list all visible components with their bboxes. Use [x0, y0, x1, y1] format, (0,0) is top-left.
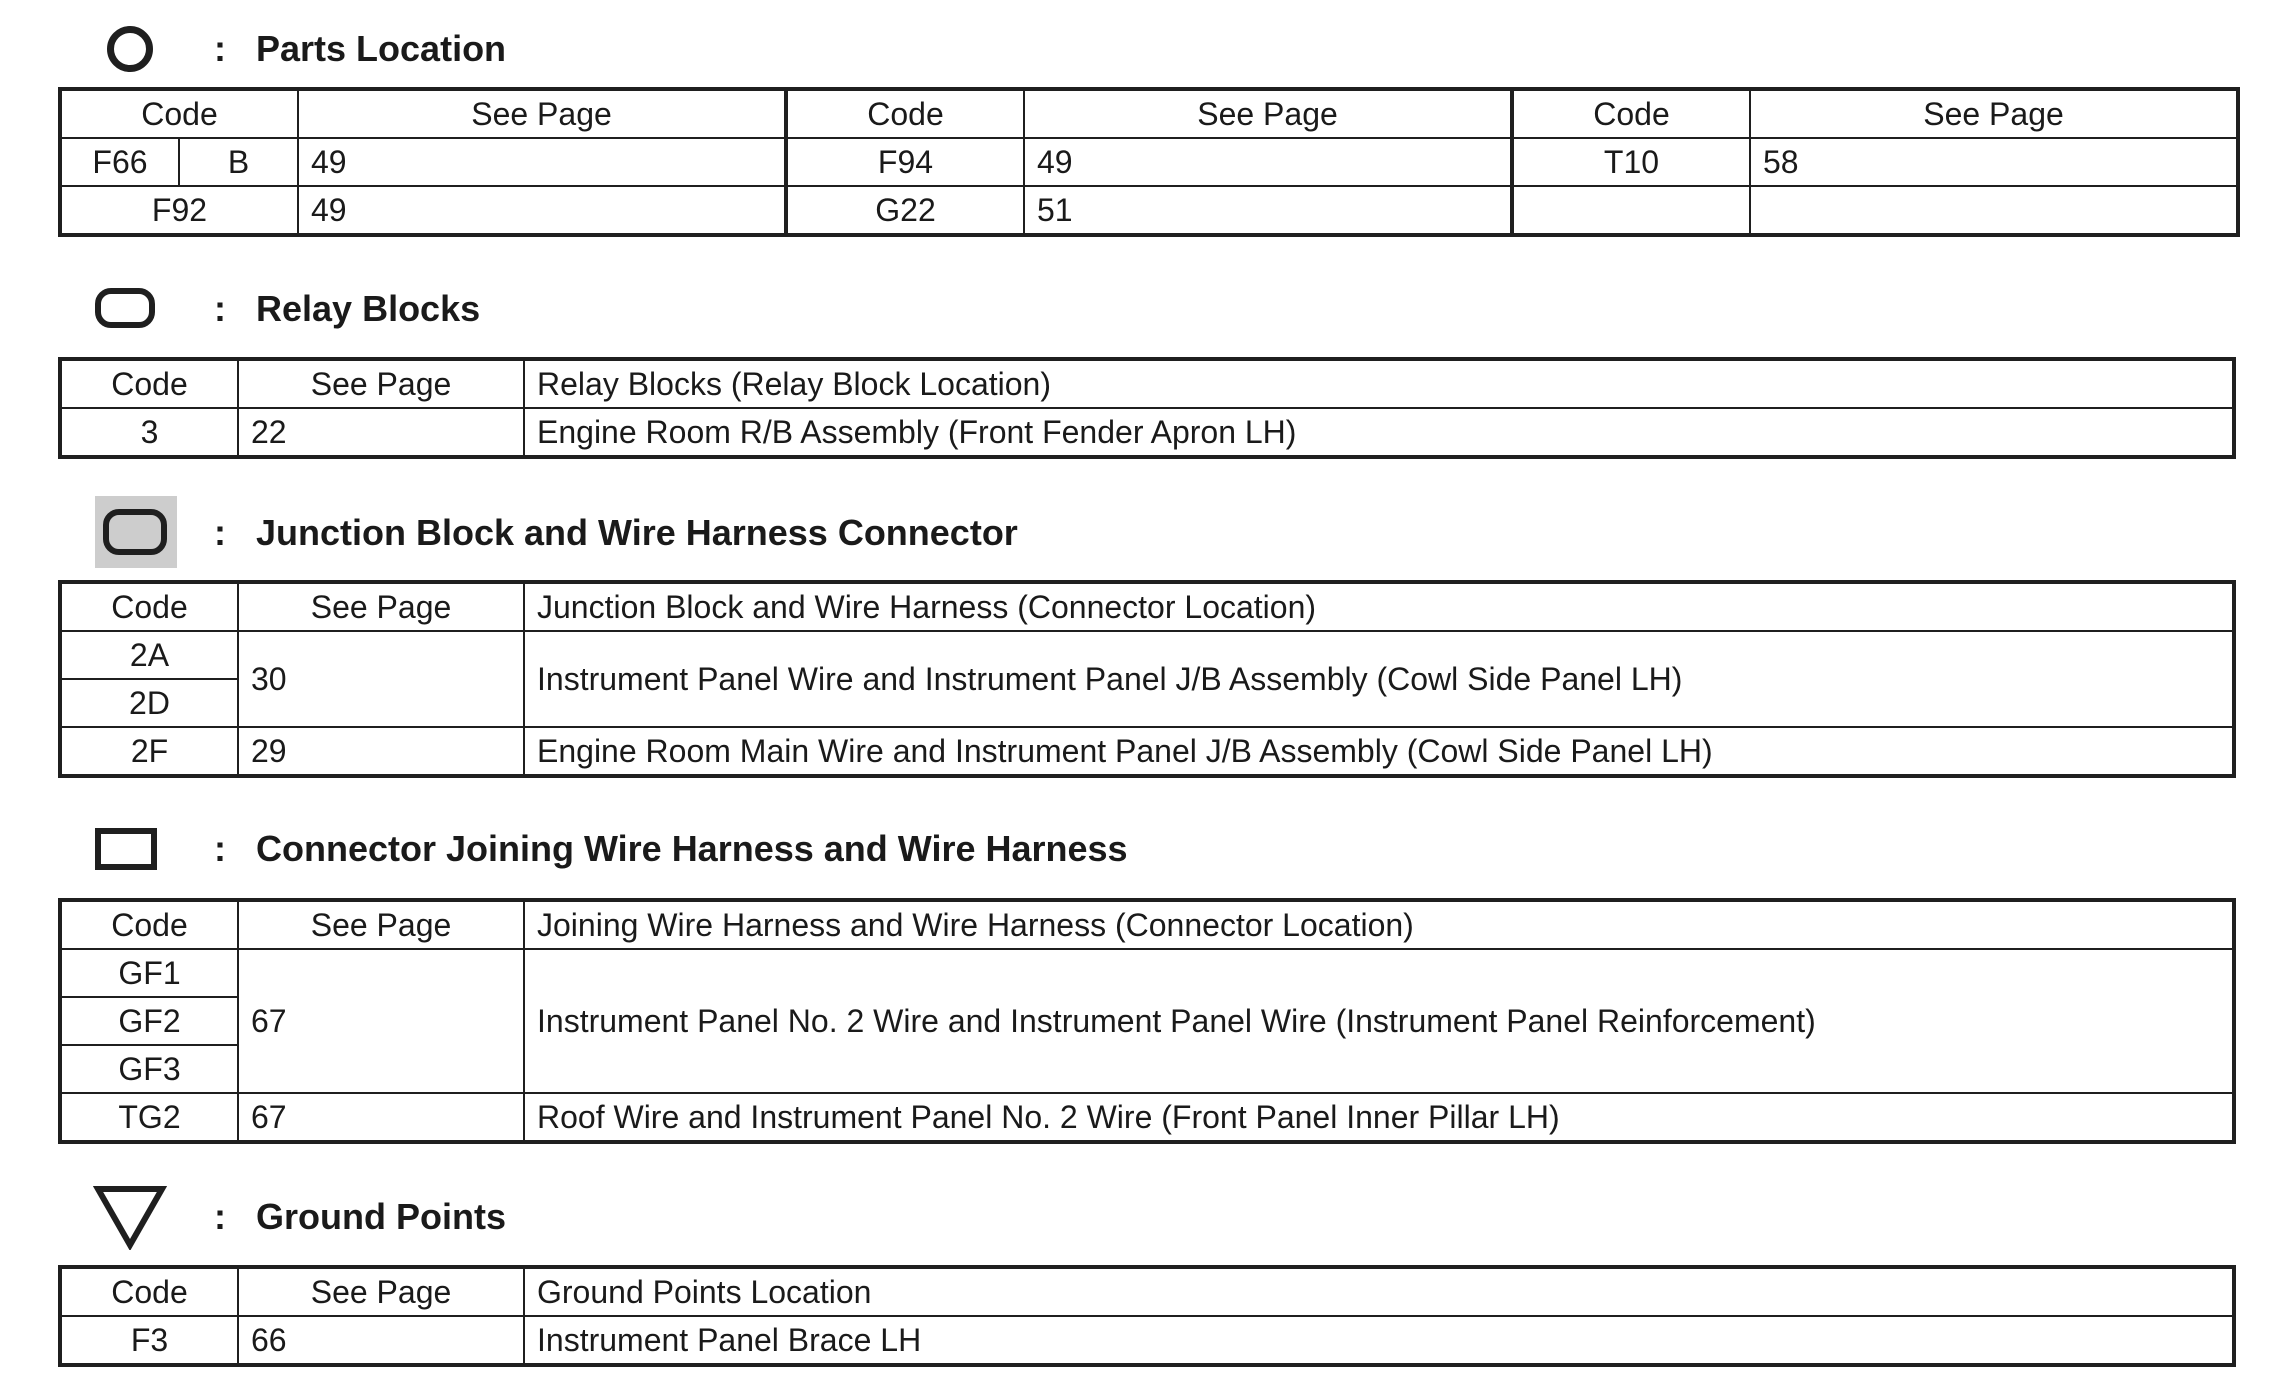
cell-description: Instrument Panel Brace LH [524, 1316, 2234, 1365]
cell-description: Instrument Panel No. 2 Wire and Instrument Panel Wire (Instrument Panel Reinforcement) [524, 949, 2234, 1093]
cell-page: 49 [1024, 138, 1512, 186]
table-header-row [60, 900, 2234, 949]
header-see-page: See Page [298, 89, 786, 138]
section-colon: : [214, 512, 226, 553]
table-row [60, 1093, 2234, 1142]
header-code: Code [60, 359, 238, 408]
cell-code: 3 [60, 408, 238, 457]
cell-code: T10 [1512, 138, 1750, 186]
cell-page: 30 [238, 631, 524, 727]
parts-location-table [58, 87, 2240, 237]
header-see-page: See Page [238, 1267, 524, 1316]
table-row [60, 1316, 2234, 1365]
table-row [60, 949, 2234, 997]
cell-page: 51 [1024, 186, 1512, 235]
cell-page: 66 [238, 1316, 524, 1365]
cell-page: 49 [298, 186, 786, 235]
cell-page: 67 [238, 1093, 524, 1142]
header-code: Code [60, 900, 238, 949]
cell-code: 2A [60, 631, 238, 679]
cell-page: 58 [1750, 138, 2238, 186]
cell-code-sub: B [179, 138, 298, 186]
header-description: Junction Block and Wire Harness (Connector Location) [524, 582, 2234, 631]
header-see-page: See Page [238, 359, 524, 408]
relay-blocks-header [0, 274, 2294, 344]
shaded-rounded-rect-icon [103, 509, 167, 555]
cell-empty [1512, 186, 1750, 235]
header-code: Code [1512, 89, 1750, 138]
header-see-page: See Page [1750, 89, 2238, 138]
parts-location-header [0, 14, 2294, 84]
cell-description: Engine Room Main Wire and Instrument Panel J/B Assembly (Cowl Side Panel LH) [524, 727, 2234, 776]
cell-code: F3 [60, 1316, 238, 1365]
table-row [60, 408, 2234, 457]
table-row [60, 138, 2238, 186]
junction-block-title: Junction Block and Wire Harness Connector [256, 512, 1018, 553]
cell-code: G22 [786, 186, 1024, 235]
connector-joining-title: Connector Joining Wire Harness and Wire Harness [256, 828, 1128, 869]
table-header-row [60, 582, 2234, 631]
table-header-row [60, 89, 2238, 138]
section-colon: : [214, 828, 226, 869]
table-row [60, 186, 2238, 235]
junction-block-table [58, 580, 2236, 778]
ground-points-title: Ground Points [256, 1196, 506, 1237]
rounded-rect-icon [95, 288, 155, 328]
connector-joining-table [58, 898, 2236, 1144]
header-description: Joining Wire Harness and Wire Harness (Connector Location) [524, 900, 2234, 949]
cell-page: 29 [238, 727, 524, 776]
cell-code: GF1 [60, 949, 238, 997]
cell-code: F94 [786, 138, 1024, 186]
cell-page: 22 [238, 408, 524, 457]
cell-description: Instrument Panel Wire and Instrument Panel J/B Assembly (Cowl Side Panel LH) [524, 631, 2234, 727]
header-code: Code [60, 582, 238, 631]
cell-code: 2F [60, 727, 238, 776]
cell-code: GF3 [60, 1045, 238, 1093]
cell-code: TG2 [60, 1093, 238, 1142]
table-header-row [60, 359, 2234, 408]
connector-joining-header [0, 814, 2294, 884]
ground-triangle-icon [93, 1184, 167, 1250]
junction-block-header [0, 496, 2294, 566]
circle-icon [107, 26, 153, 72]
cell-page: 67 [238, 949, 524, 1093]
header-see-page: See Page [238, 582, 524, 631]
cell-empty [1750, 186, 2238, 235]
section-colon: : [214, 1196, 226, 1237]
table-row [60, 631, 2234, 679]
header-code: Code [60, 89, 298, 138]
relay-blocks-table [58, 357, 2236, 459]
cell-code: F92 [60, 186, 298, 235]
cell-code: GF2 [60, 997, 238, 1045]
table-header-row [60, 1267, 2234, 1316]
ground-points-table [58, 1265, 2236, 1367]
rectangle-icon [95, 828, 157, 870]
parts-location-title: Parts Location [256, 28, 507, 69]
header-see-page: See Page [1024, 89, 1512, 138]
header-code: Code [786, 89, 1024, 138]
cell-description: Roof Wire and Instrument Panel No. 2 Wire (Front Panel Inner Pillar LH) [524, 1093, 2234, 1142]
table-row [60, 727, 2234, 776]
cell-description: Engine Room R/B Assembly (Front Fender Apron LH) [524, 408, 2234, 457]
header-description: Relay Blocks (Relay Block Location) [524, 359, 2234, 408]
header-code: Code [60, 1267, 238, 1316]
header-description: Ground Points Location [524, 1267, 2234, 1316]
section-colon: : [214, 28, 226, 69]
cell-code: 2D [60, 679, 238, 727]
header-see-page: See Page [238, 900, 524, 949]
cell-page: 49 [298, 138, 786, 186]
relay-blocks-title: Relay Blocks [256, 288, 481, 329]
ground-points-header [0, 1182, 2294, 1252]
section-colon: : [214, 288, 226, 329]
cell-code: F66 [60, 138, 179, 186]
